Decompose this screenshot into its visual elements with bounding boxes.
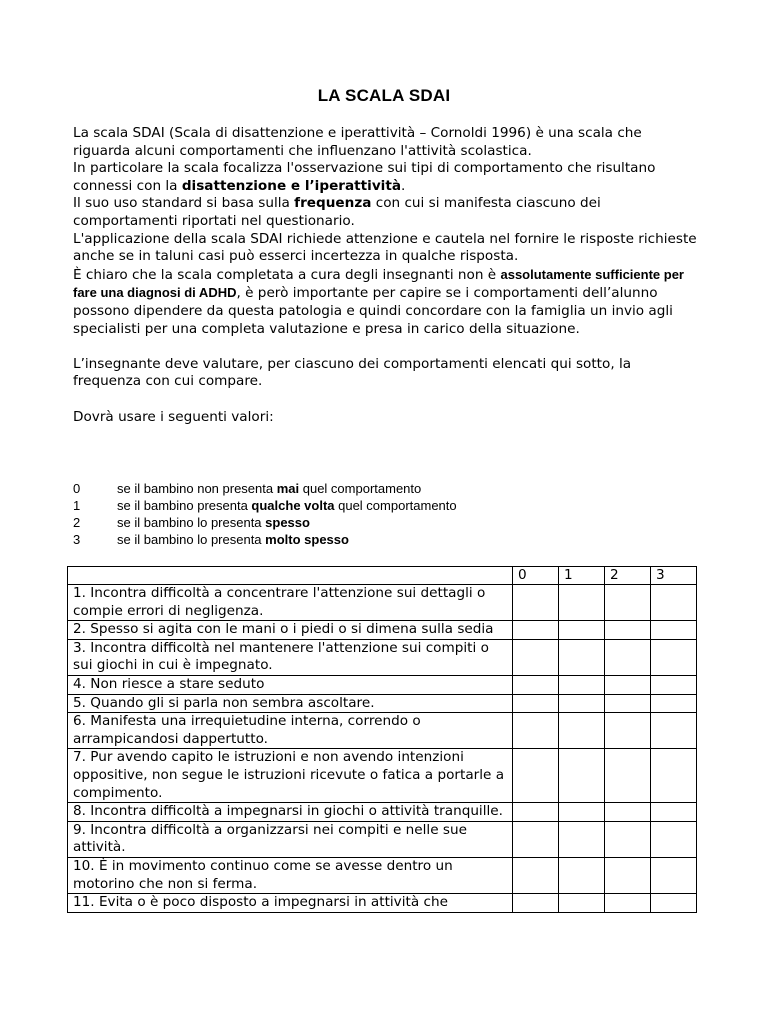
table-header-row <box>68 567 697 585</box>
score-cell-0[interactable] <box>513 749 559 803</box>
score-cell-1[interactable] <box>559 639 605 675</box>
score-cell-1[interactable] <box>559 894 605 913</box>
intro-paragraph-6 <box>73 356 703 391</box>
score-cell-1[interactable] <box>559 675 605 694</box>
score-header-0: 0 <box>513 567 559 585</box>
behavior-item: 11. Evita o è poco disposto a impegnarsi in attività che <box>68 894 513 913</box>
page-title: LA SCALA SDAI <box>317 86 451 105</box>
score-cell-1[interactable] <box>559 857 605 893</box>
value-number: 0 <box>73 481 81 496</box>
behavior-item: 1. Incontra difficoltà a concentrare l'attenzione sui dettagli o compie errori di negligenza. <box>68 585 513 621</box>
intro-p6-text: L’insegnante deve valutare, per ciascuno dei comportamenti elencati qui sotto, la frequenza con cui compare. <box>73 355 632 390</box>
score-cell-3[interactable] <box>651 621 697 640</box>
behavior-item: 3. Incontra difficoltà nel mantenere l'attenzione sui compiti o sui giochi in cui è impegnato. <box>68 639 513 675</box>
score-cell-3[interactable] <box>651 694 697 713</box>
value-description: se il bambino lo presenta spesso <box>117 515 310 530</box>
table-row <box>68 821 697 857</box>
intro-p5-text: È chiaro che la scala completata a cura degli insegnanti non è <box>73 266 501 283</box>
intro-p3-end: con cui si manifesta ciascuno dei comportamenti riportati nel questionario. <box>73 195 601 229</box>
intro-p7-text: Dovrà usare i seguenti valori: <box>73 408 274 425</box>
score-cell-2[interactable] <box>605 821 651 857</box>
score-cell-0[interactable] <box>513 694 559 713</box>
value-description: se il bambino non presenta mai quel comportamento <box>117 481 422 496</box>
behavior-item: 5. Quando gli si parla non sembra ascoltare. <box>68 694 513 713</box>
table-row <box>68 803 697 822</box>
table-row <box>68 675 697 694</box>
score-cell-0[interactable] <box>513 857 559 893</box>
intro-paragraph-4 <box>73 231 703 266</box>
spacer <box>73 338 703 356</box>
score-header-1: 1 <box>559 567 605 585</box>
score-cell-2[interactable] <box>605 803 651 822</box>
score-cell-1[interactable] <box>559 749 605 803</box>
value-description: se il bambino lo presenta molto spesso <box>117 532 349 547</box>
score-cell-3[interactable] <box>651 713 697 749</box>
value-row-3 <box>73 531 673 548</box>
score-cell-0[interactable] <box>513 803 559 822</box>
score-cell-1[interactable] <box>559 585 605 621</box>
score-cell-3[interactable] <box>651 821 697 857</box>
score-cell-1[interactable] <box>559 694 605 713</box>
intro-p5-bold: assolutamente sufficiente per fare una diagnosi di ADHD <box>73 266 684 301</box>
behavior-item: 9. Incontra difficoltà a organizzarsi nei compiti e nelle sue attività. <box>68 821 513 857</box>
intro-p1-text: La scala SDAI (Scala di disattenzione e iperattività – Cornoldi 1996) è una scala che riguarda alcuni comportamenti che influenzano l'attività scolastica. <box>73 125 642 159</box>
behavior-rating-table <box>67 566 697 913</box>
table-row <box>68 894 697 913</box>
score-cell-2[interactable] <box>605 585 651 621</box>
score-cell-0[interactable] <box>513 639 559 675</box>
table-row <box>68 749 697 803</box>
table-row <box>68 585 697 621</box>
score-cell-0[interactable] <box>513 713 559 749</box>
intro-p3-text: Il suo uso standard si basa sulla <box>73 195 295 212</box>
intro-paragraph-1 <box>73 125 703 160</box>
score-cell-2[interactable] <box>605 621 651 640</box>
intro-paragraph-5 <box>73 266 703 338</box>
score-cell-2[interactable] <box>605 713 651 749</box>
score-cell-1[interactable] <box>559 621 605 640</box>
score-cell-2[interactable] <box>605 675 651 694</box>
score-cell-2[interactable] <box>605 857 651 893</box>
table-row <box>68 621 697 640</box>
score-cell-0[interactable] <box>513 894 559 913</box>
table-row <box>68 639 697 675</box>
score-cell-1[interactable] <box>559 821 605 857</box>
score-cell-3[interactable] <box>651 639 697 675</box>
intro-paragraph-3 <box>73 195 703 230</box>
intro-p5-end: , è però importante per capire se i comportamenti dell’alunno possono dipendere da questa patologia e quindi concordare con la famiglia un invio agli specialisti per una completa valutazione e presa in carico della situazione. <box>73 285 673 337</box>
score-header-3: 3 <box>651 567 697 585</box>
value-row-0 <box>73 480 673 497</box>
intro-p3-bold: frequenza <box>294 195 372 212</box>
score-cell-3[interactable] <box>651 803 697 822</box>
behavior-item: 8. Incontra difficoltà a impegnarsi in giochi o attività tranquille. <box>68 803 513 822</box>
behavior-item: 6. Manifesta una irrequietudine interna, correndo o arrampicandosi dappertutto. <box>68 713 513 749</box>
header-empty-cell <box>68 567 513 585</box>
spacer <box>73 391 703 409</box>
score-cell-1[interactable] <box>559 803 605 822</box>
table-row <box>68 713 697 749</box>
score-cell-1[interactable] <box>559 713 605 749</box>
score-cell-3[interactable] <box>651 675 697 694</box>
intro-p2-bold: disattenzione e l’iperattività <box>181 177 402 194</box>
values-legend <box>73 480 673 548</box>
intro-paragraph-7 <box>73 409 703 427</box>
intro-p4-text: L'applicazione della scala SDAI richiede attenzione e cautela nel fornire le risposte richieste anche se in taluni casi può esserci incertezza in qualche risposta. <box>73 230 697 265</box>
value-row-1 <box>73 497 673 514</box>
score-cell-2[interactable] <box>605 749 651 803</box>
intro-p2-text: In particolare la scala focalizza l'osservazione sui tipi di comportamento che risultano connessi con la <box>73 160 656 194</box>
score-cell-0[interactable] <box>513 621 559 640</box>
score-cell-0[interactable] <box>513 585 559 621</box>
score-cell-3[interactable] <box>651 894 697 913</box>
score-cell-2[interactable] <box>605 894 651 913</box>
intro-paragraph-2 <box>73 160 703 195</box>
intro-p2-end: . <box>401 177 406 194</box>
value-row-2 <box>73 514 673 531</box>
score-cell-0[interactable] <box>513 675 559 694</box>
score-cell-2[interactable] <box>605 694 651 713</box>
score-cell-2[interactable] <box>605 639 651 675</box>
score-cell-3[interactable] <box>651 857 697 893</box>
behavior-item: 10. È in movimento continuo come se avesse dentro un motorino che non si ferma. <box>68 857 513 893</box>
score-cell-0[interactable] <box>513 821 559 857</box>
score-header-2: 2 <box>605 567 651 585</box>
value-number: 3 <box>73 532 81 547</box>
score-cell-3[interactable] <box>651 585 697 621</box>
table-row <box>68 694 697 713</box>
behavior-item: 7. Pur avendo capito le istruzioni e non avendo intenzioni oppositive, non segue le istruzioni ricevute o fatica a portarle a compimento. <box>68 749 513 803</box>
value-description: se il bambino presenta qualche volta quel comportamento <box>117 498 457 513</box>
score-cell-3[interactable] <box>651 749 697 803</box>
behavior-item: 2. Spesso si agita con le mani o i piedi o si dimena sulla sedia <box>68 621 513 640</box>
value-number: 2 <box>73 515 81 530</box>
behavior-item: 4. Non riesce a stare seduto <box>68 675 513 694</box>
value-number: 1 <box>73 498 81 513</box>
intro-text <box>73 125 703 426</box>
table-row <box>68 857 697 893</box>
